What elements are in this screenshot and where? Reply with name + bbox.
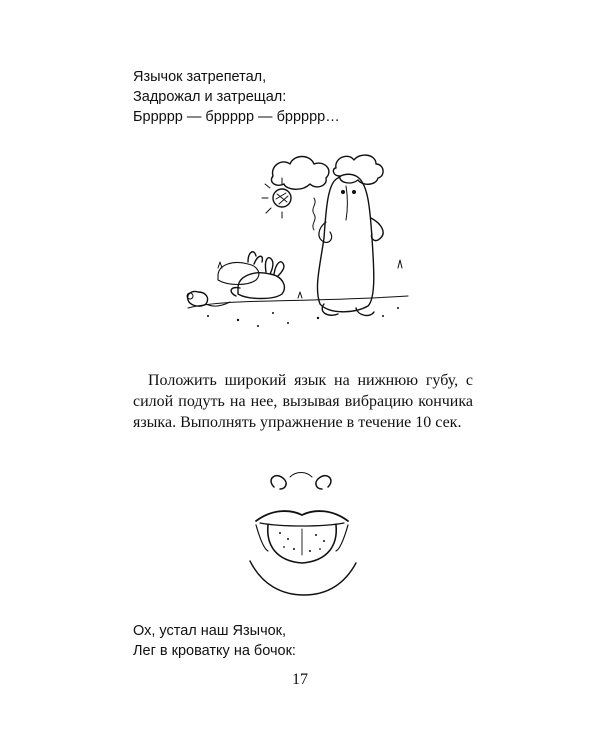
page-number: 17 [292,671,308,688]
poem-line: Язычок затрепетал, [133,69,267,85]
poem-line: Бррррр — бррррр — бррррр… [133,109,340,125]
poem-top [133,67,340,127]
tongue-out-face-illustration [232,465,377,605]
poem-line: Ох, устал наш Язычок, [133,623,287,639]
exercise-instruction: Положить широкий язык на нижнюю губу, с силой подуть на нее, вызывая вибрацию кончика языка. Выполнять упражнение в течение 10 сек. [133,372,473,431]
poem-bottom [133,621,296,661]
tongue-character-illustration [178,148,418,338]
poem-line: Лег в кроватку на бочок: [133,643,296,659]
poem-line: Задрожал и затрещал: [133,89,287,105]
